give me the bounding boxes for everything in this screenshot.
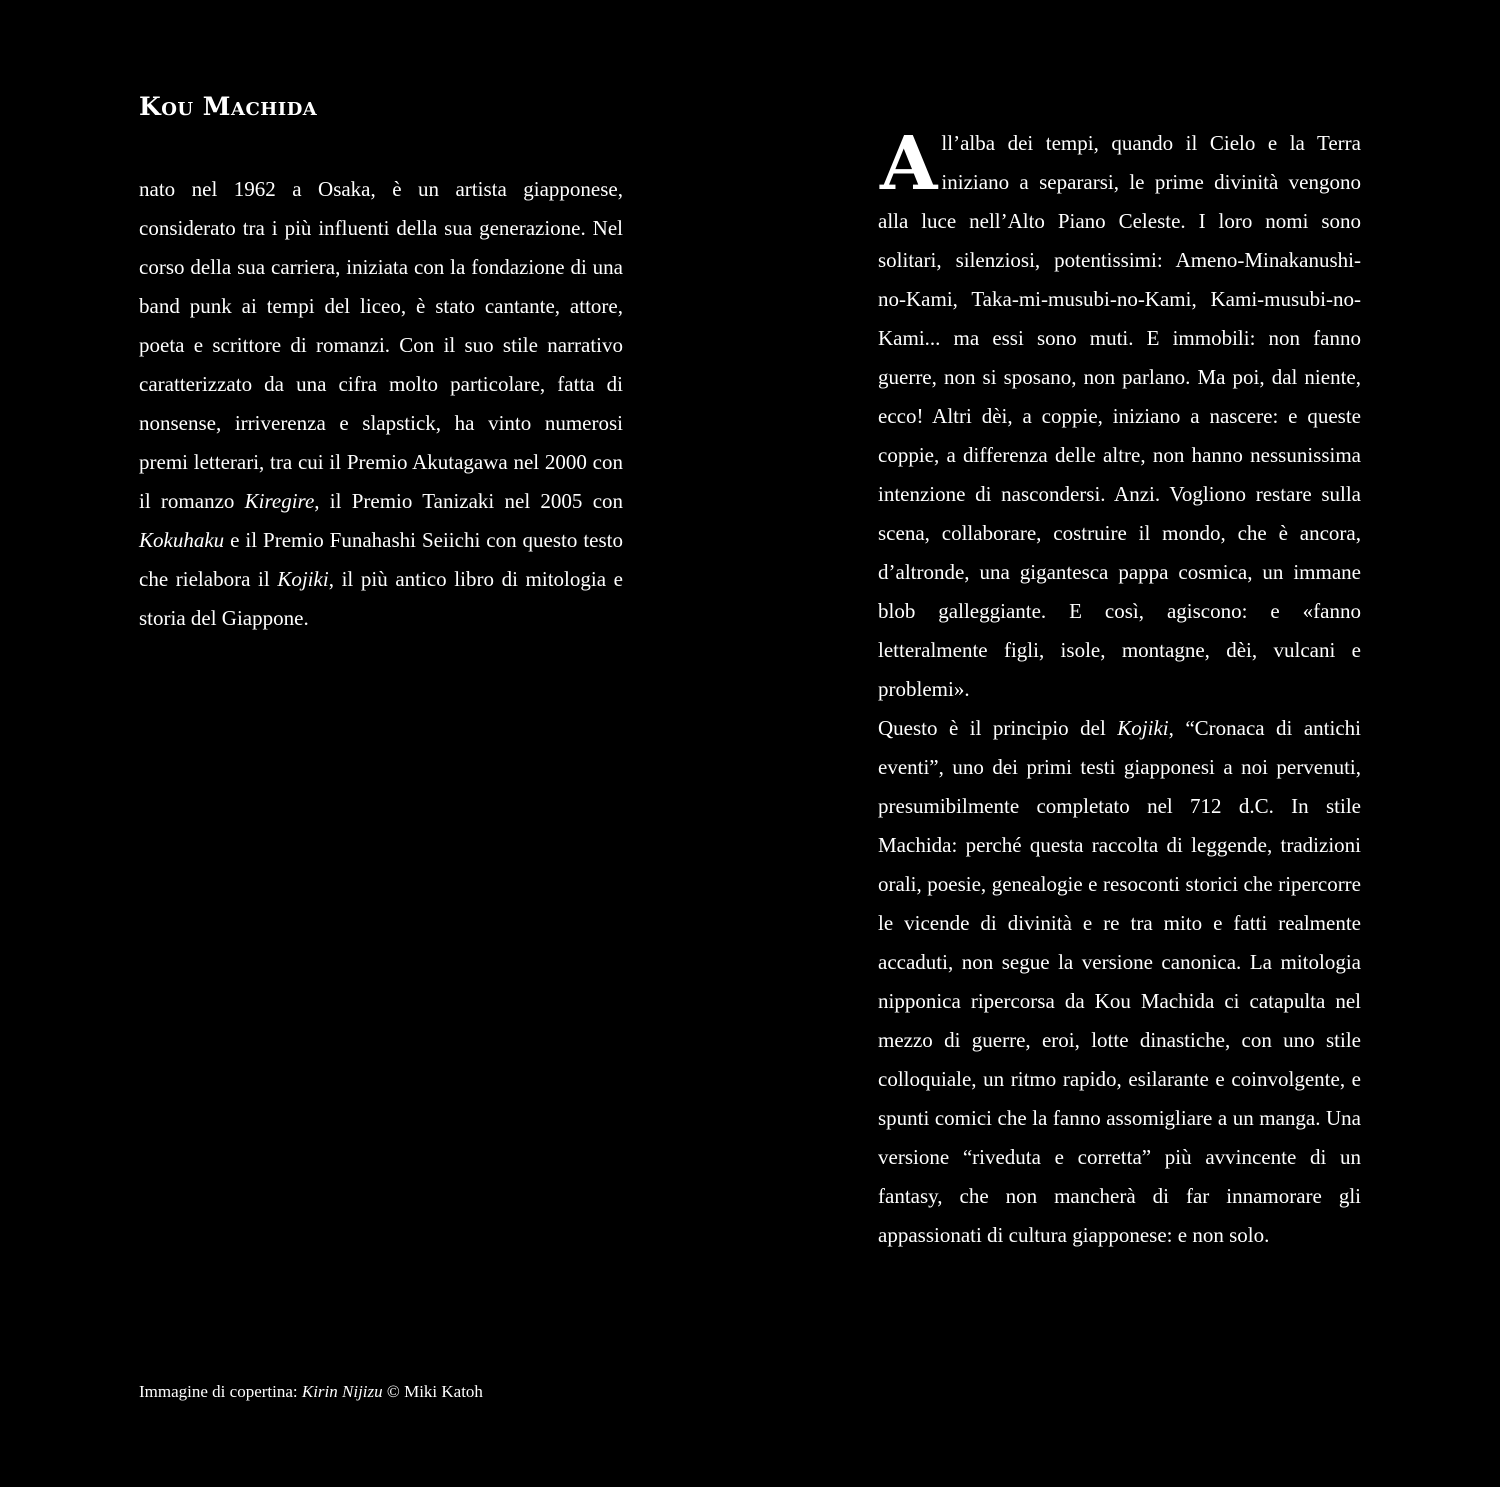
synopsis-paragraph-2 <box>878 709 1361 1255</box>
cover-credit <box>139 1380 483 1404</box>
author-name: Kou Machida <box>139 92 318 121</box>
credit-prefix: Immagine di copertina: <box>139 1382 302 1401</box>
paragraph-2-text: Questo è il principio del <box>878 716 1118 740</box>
author-bio <box>139 170 623 638</box>
bio-text: nato nel 1962 a Osaka, è un artista giapponese, considerato tra i più influenti della sua generazione. Nel corso della sua carriera, iniziata con la fondazione di una band punk ai tempi del liceo, è stato cantante, attore, poeta e scrittore di romanzi. Con il suo stile narrativo caratterizzato da una cifra molto particolare, fatta di nonsense, irriverenza e slapstick, ha vinto numerosi premi letterari, tra cui il Premio Akutagawa nel 2000 con il romanzo <box>139 177 623 513</box>
bio-text: e il Premio Funahashi Seiichi con questo testo che rielabora il <box>139 528 623 591</box>
credit-artwork-title: Kirin Nijizu <box>301 1382 383 1401</box>
drop-cap: A <box>880 121 938 207</box>
bio-text: , il più antico libro di mitologia e storia del Giappone. <box>139 567 624 630</box>
synopsis-paragraph-1 <box>878 121 1361 709</box>
bio-title-kokuhaku: Kokuhaku <box>139 528 225 552</box>
book-synopsis <box>878 121 1361 1255</box>
credit-artist: © Miki Katoh <box>382 1382 483 1401</box>
paragraph-2-title-kojiki: Kojiki <box>1117 716 1169 740</box>
paragraph-2-text: , “Cronaca di antichi eventi”, uno dei primi testi giapponesi a noi pervenuti, presumibilmente completato nel 712 d.C. In stile Machida: perché questa raccolta di leggende, tradizioni orali, poesie, genealogie e resoconti storici che ripercorre le vicende di divinità e re tra mito e fatti realmente accaduti, non segue la versione canonica. La mitologia nipponica ripercorsa da Kou Machida ci catapulta nel mezzo di guerre, eroi, lotte dinastiche, con uno stile colloquiale, un ritmo rapido, esilarante e coinvolgente, e spunti comici che la fanno assomigliare a un manga. Una versione “riveduta e corretta” più avvincente di un fantasy, che non mancherà di far innamorare gli appassionati di cultura giapponese: e non solo. <box>878 716 1361 1247</box>
paragraph-1-text: ll’alba dei tempi, quando il Cielo e la Terra iniziano a separarsi, le prime divinità vengono alla luce nell’Alto Piano Celeste. I loro nomi sono solitari, silenziosi, potentissimi: Ameno-Minakanushi-no-Kami, Taka-mi-musubi-no-Kami, Kami-musubi-no-Kami... ma essi sono muti. E immobili: non fanno guerre, non si sposano, non parlano. Ma poi, dal niente, ecco! Altri dèi, a coppie, iniziano a nascere: e queste coppie, a differenza delle altre, non hanno nessunissima intenzione di nascondersi. Anzi. Vogliono restare sulla scena, collaborare, costruire il mondo, che è ancora, d’altronde, una gigantesca pappa cosmica, un immane blob galleggiante. E così, agiscono: e «fanno letteralmente figli, isole, montagne, dèi, vulcani e problemi». <box>878 131 1361 701</box>
bio-text: , il Premio Tanizaki nel 2005 con <box>314 489 624 513</box>
bio-title-kiregire: Kiregire <box>244 489 315 513</box>
bio-title-kojiki: Kojiki <box>277 567 329 591</box>
